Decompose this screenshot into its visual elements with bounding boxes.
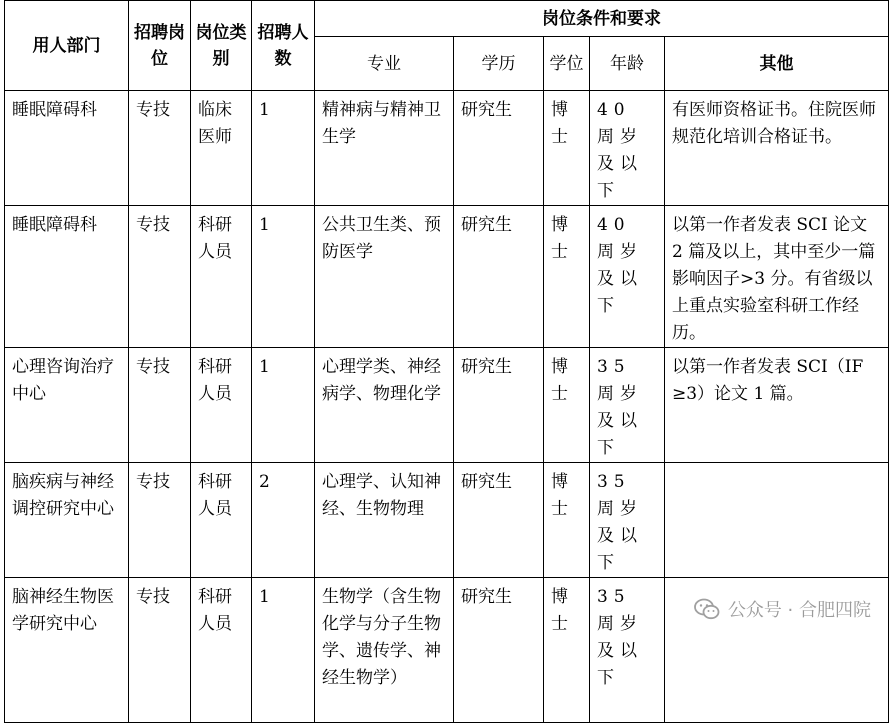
cell-age: 35 周岁 及以下 — [590, 348, 665, 463]
cell-post: 专技 — [129, 91, 191, 206]
cell-education: 研究生 — [454, 578, 544, 723]
table-row — [5, 91, 889, 206]
cell-major: 公共卫生类、预防医学 — [315, 206, 454, 348]
cell-post: 专技 — [129, 348, 191, 463]
header-major: 专业 — [315, 37, 454, 91]
header-requirements: 岗位条件和要求 — [315, 1, 889, 37]
header-category: 岗位类别 — [191, 1, 252, 91]
cell-degree: 博士 — [544, 578, 590, 723]
cell-major: 精神病与精神卫生学 — [315, 91, 454, 206]
cell-major: 生物学（含生物化学与分子生物学、遗传学、神经生物学） — [315, 578, 454, 723]
cell-dept: 脑神经生物医学研究中心 — [5, 578, 129, 723]
header-education: 学历 — [454, 37, 544, 91]
cell-count: 2 — [252, 463, 315, 578]
cell-count: 1 — [252, 348, 315, 463]
table-row — [5, 463, 889, 578]
cell-degree: 博士 — [544, 91, 590, 206]
cell-major: 心理学、认知神经、生物物理 — [315, 463, 454, 578]
table-row — [5, 348, 889, 463]
cell-category: 科研人员 — [191, 578, 252, 723]
cell-count: 1 — [252, 206, 315, 348]
cell-education: 研究生 — [454, 348, 544, 463]
header-degree: 学位 — [544, 37, 590, 91]
header-dept: 用人部门 — [5, 1, 129, 91]
cell-post: 专技 — [129, 206, 191, 348]
cell-dept: 心理咨询治疗中心 — [5, 348, 129, 463]
cell-age: 35 周岁 及以下 — [590, 578, 665, 723]
cell-other: 以第一作者发表 SCI（IF ≥3）论文 1 篇。 — [665, 348, 889, 463]
cell-post: 专技 — [129, 463, 191, 578]
wechat-icon — [694, 598, 720, 620]
table-row — [5, 206, 889, 348]
cell-category: 科研人员 — [191, 348, 252, 463]
cell-education: 研究生 — [454, 463, 544, 578]
cell-other — [665, 463, 889, 578]
cell-degree: 博士 — [544, 206, 590, 348]
cell-dept: 睡眠障碍科 — [5, 206, 129, 348]
watermark — [694, 596, 871, 622]
cell-age: 40 周岁 及以下 — [590, 206, 665, 348]
cell-degree: 博士 — [544, 348, 590, 463]
cell-dept: 脑疾病与神经调控研究中心 — [5, 463, 129, 578]
cell-count: 1 — [252, 91, 315, 206]
header-count: 招聘人数 — [252, 1, 315, 91]
cell-age: 35 周岁 及以下 — [590, 463, 665, 578]
header-post: 招聘岗位 — [129, 1, 191, 91]
cell-post: 专技 — [129, 578, 191, 723]
cell-other: 以第一作者发表 SCI 论文 2 篇及以上，其中至少一篇影响因子>3 分。有省级以上重点实验室科研工作经历。 — [665, 206, 889, 348]
cell-education: 研究生 — [454, 91, 544, 206]
cell-degree: 博士 — [544, 463, 590, 578]
header-other: 其他 — [665, 37, 889, 91]
cell-age: 40 周岁 及以下 — [590, 91, 665, 206]
cell-education: 研究生 — [454, 206, 544, 348]
cell-other: 有医师资格证书。住院医师规范化培训合格证书。 — [665, 91, 889, 206]
header-age: 年龄 — [590, 37, 665, 91]
cell-category: 科研人员 — [191, 206, 252, 348]
cell-category: 科研人员 — [191, 463, 252, 578]
watermark-text: 公众号 · 合肥四院 — [727, 600, 871, 621]
cell-count: 1 — [252, 578, 315, 723]
cell-major: 心理学类、神经病学、物理化学 — [315, 348, 454, 463]
cell-category: 临床医师 — [191, 91, 252, 206]
cell-dept: 睡眠障碍科 — [5, 91, 129, 206]
